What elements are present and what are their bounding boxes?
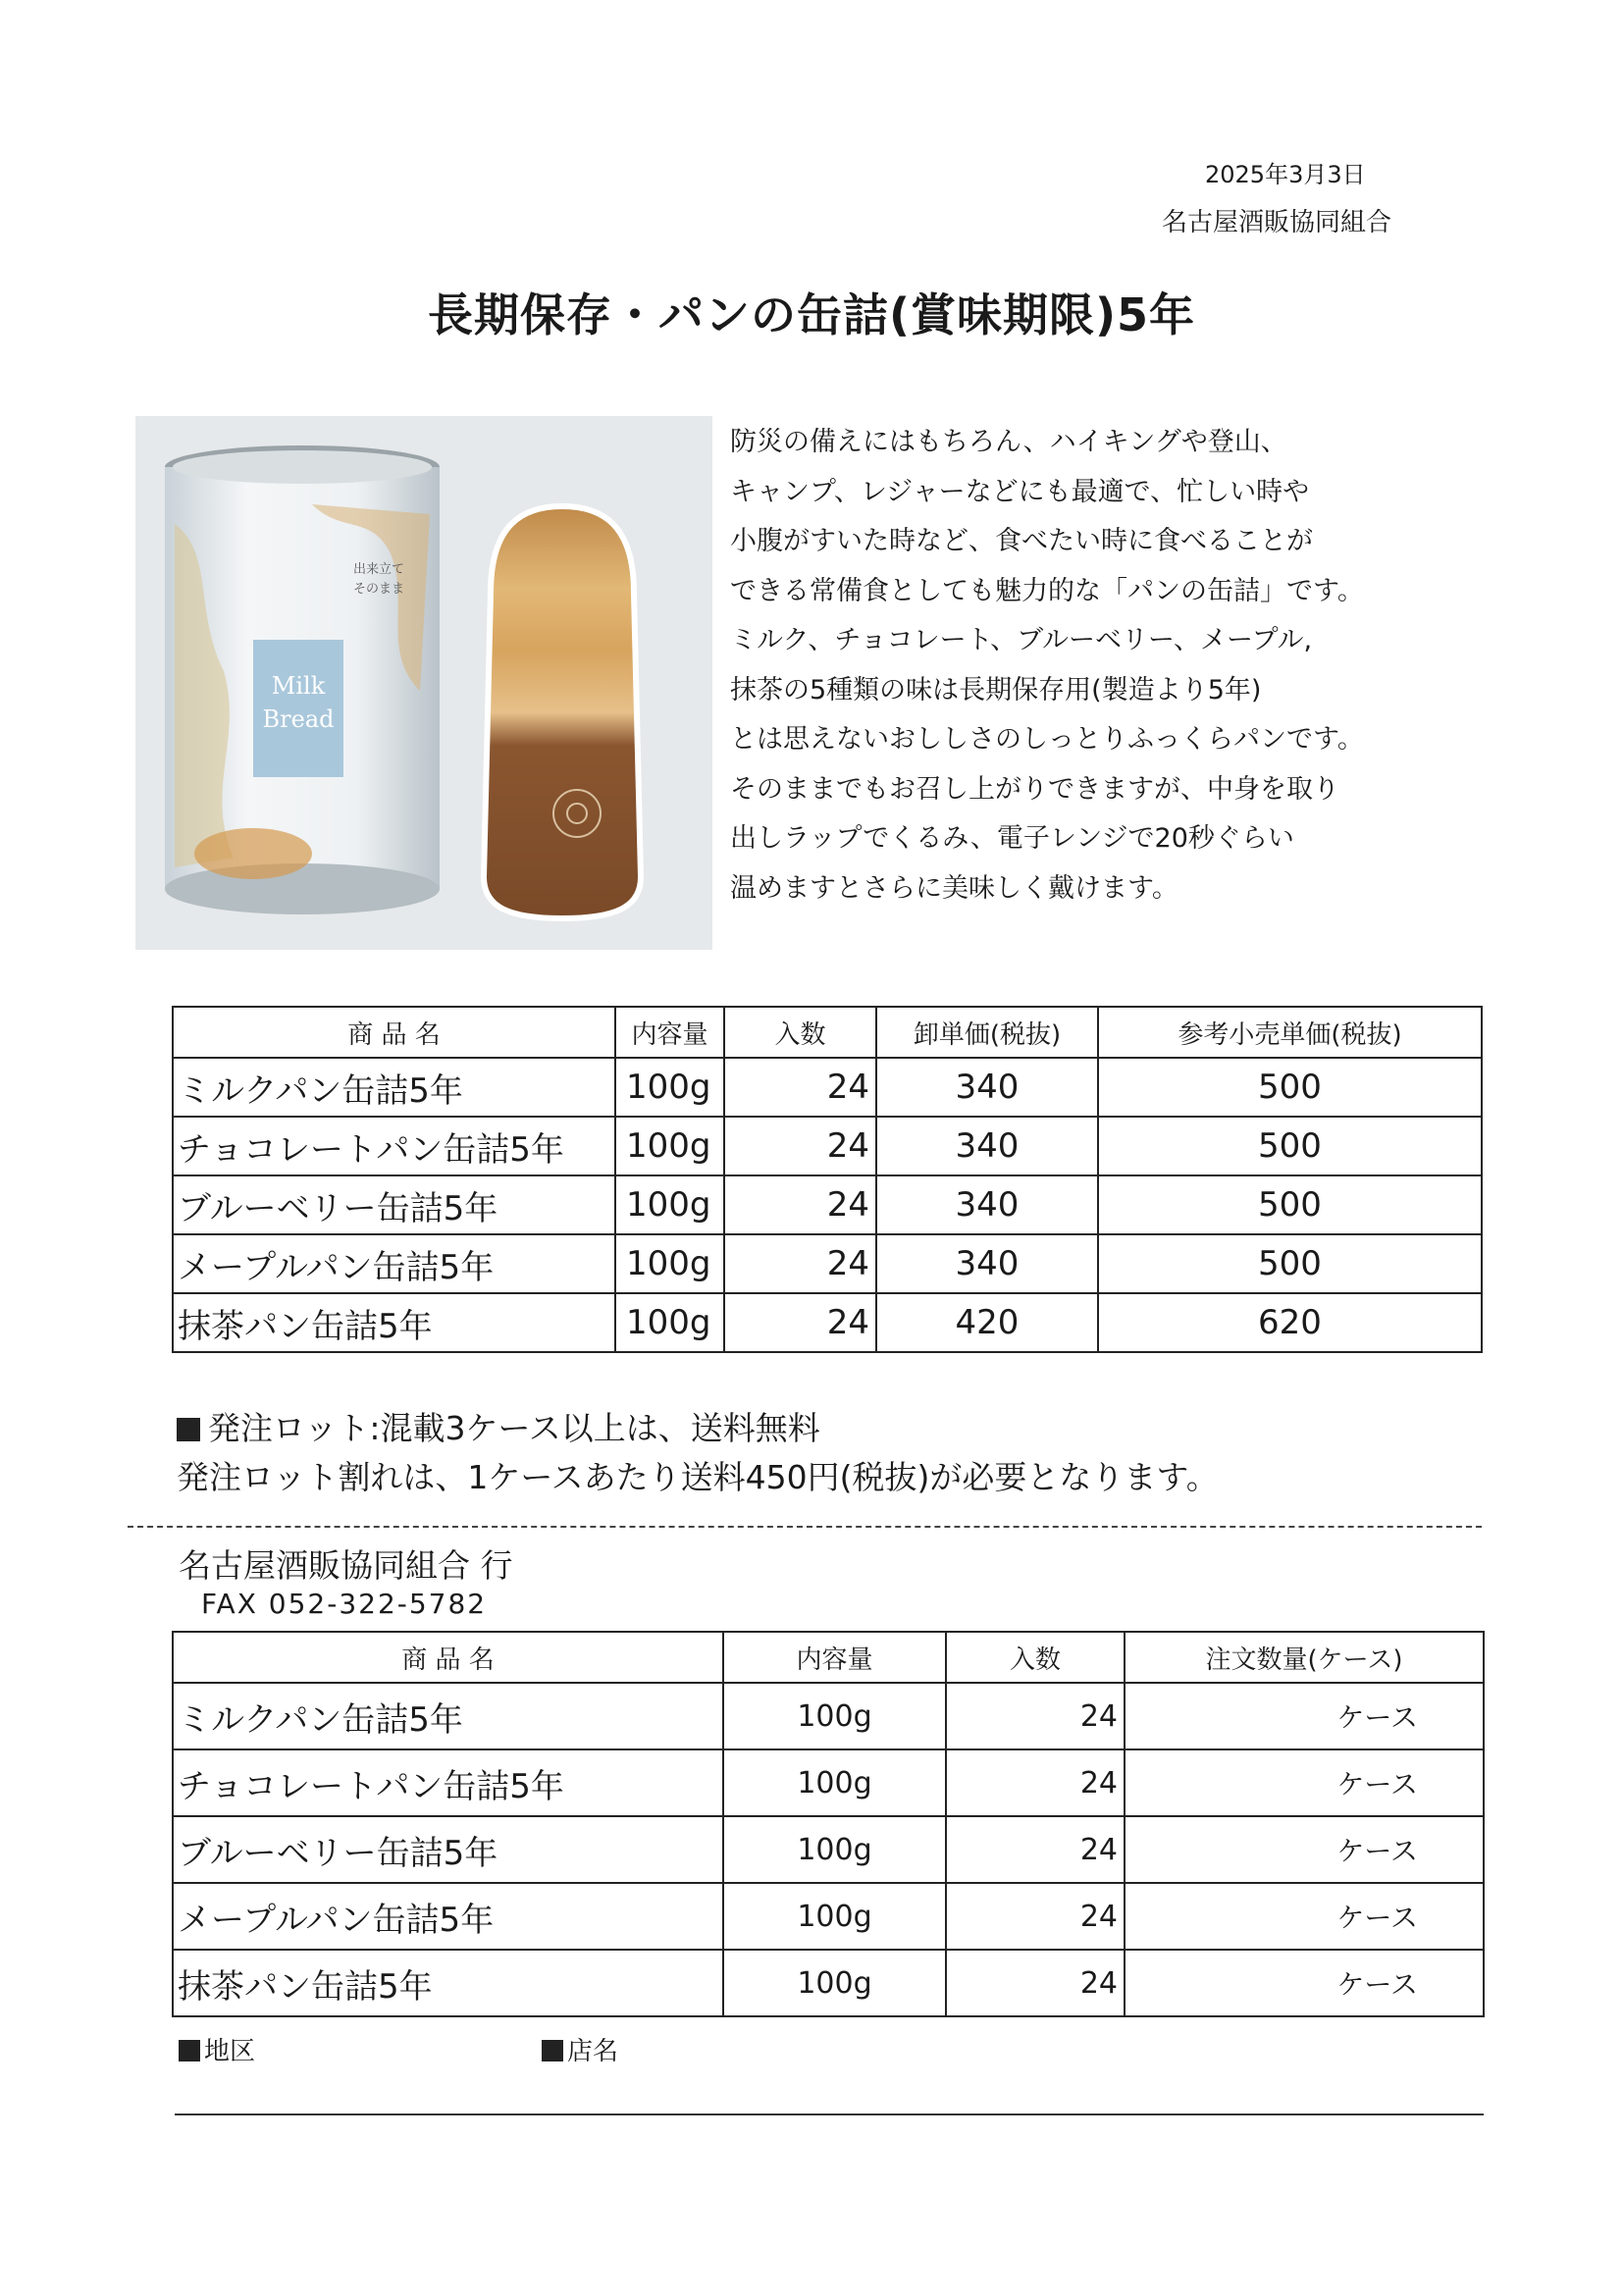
product-name: チョコレートパン缶詰5年	[173, 1117, 615, 1175]
wholesale-price: 340	[876, 1117, 1098, 1175]
capacity: 100g	[615, 1117, 724, 1175]
column-header-retail-price: 参考小売単価(税抜)	[1098, 1007, 1482, 1058]
capacity: 100g	[723, 1950, 946, 2016]
can-label-bread: Bread	[262, 705, 335, 733]
column-header-capacity: 内容量	[723, 1632, 946, 1683]
order-quantity-field[interactable]: ケース	[1125, 1749, 1484, 1816]
description-line: 抹茶の5種類の味は長期保存用(製造より5年)	[730, 674, 1262, 705]
square-bullet-icon	[542, 2040, 563, 2061]
column-header-capacity: 内容量	[615, 1007, 724, 1058]
column-header-order-quantity: 注文数量(ケース)	[1125, 1632, 1484, 1683]
capacity: 100g	[615, 1058, 724, 1117]
shop-field-label	[542, 2031, 618, 2067]
column-header-pack-count: 入数	[946, 1632, 1125, 1683]
order-quantity-field[interactable]: ケース	[1125, 1883, 1484, 1950]
retail-price: 500	[1098, 1175, 1482, 1234]
order-quantity-field[interactable]: ケース	[1125, 1950, 1484, 2016]
table-row	[173, 1175, 1482, 1234]
product-name: ブルーベリー缶詰5年	[173, 1816, 723, 1883]
table-row	[173, 1683, 1484, 1749]
area-label-text: 地区	[204, 2037, 256, 2066]
wholesale-price: 340	[876, 1175, 1098, 1234]
table-row	[173, 1117, 1482, 1175]
product-name: ミルクパン缶詰5年	[173, 1683, 723, 1749]
square-bullet-icon	[177, 1418, 200, 1441]
pack-count: 24	[724, 1175, 876, 1234]
price-table-header	[173, 1007, 1482, 1058]
page-title: 長期保存・パンの缶詰(賞味期限)5年	[427, 288, 1196, 341]
description-line: ミルク、チョコレート、ブルーベリー、メープル,	[730, 625, 1313, 655]
document-date: 2025年3月3日	[1205, 161, 1366, 188]
shipping-fee-note: 発注ロット割れは、1ケースあたり送料450円(税抜)が必要となります。	[177, 1458, 1219, 1496]
table-row	[173, 1058, 1482, 1117]
capacity: 100g	[723, 1749, 946, 1816]
retail-price: 620	[1098, 1293, 1482, 1352]
pack-count: 24	[724, 1117, 876, 1175]
column-header-product: 商 品 名	[173, 1007, 615, 1058]
column-header-pack-count: 入数	[724, 1007, 876, 1058]
order-quantity-field[interactable]: ケース	[1125, 1683, 1484, 1749]
product-name: チョコレートパン缶詰5年	[173, 1749, 723, 1816]
table-row	[173, 1749, 1484, 1816]
retail-price: 500	[1098, 1117, 1482, 1175]
pack-count: 24	[724, 1234, 876, 1293]
product-name: 抹茶パン缶詰5年	[173, 1293, 615, 1352]
capacity: 100g	[723, 1883, 946, 1950]
capacity: 100g	[723, 1683, 946, 1749]
pack-count: 24	[946, 1950, 1125, 2016]
pack-count: 24	[724, 1293, 876, 1352]
square-bullet-icon	[179, 2040, 200, 2061]
area-field-label	[179, 2031, 255, 2067]
cut-line-divider	[128, 1526, 1482, 1528]
wholesale-price: 420	[876, 1293, 1098, 1352]
can-small-text-2: そのまま	[353, 582, 405, 597]
bread-can-illustration	[135, 416, 712, 950]
table-row	[173, 1234, 1482, 1293]
pack-count: 24	[724, 1058, 876, 1117]
fax-recipient: 名古屋酒販協同組合 行	[179, 1546, 513, 1585]
issuer-organization: 名古屋酒販協同組合	[1162, 208, 1392, 237]
order-table-header	[173, 1632, 1484, 1683]
product-name: 抹茶パン缶詰5年	[173, 1950, 723, 2016]
product-name: ブルーベリー缶詰5年	[173, 1175, 615, 1234]
column-header-wholesale-price: 卸単価(税抜)	[876, 1007, 1098, 1058]
product-description	[730, 418, 1574, 913]
table-row	[173, 1950, 1484, 2016]
order-quantity-field[interactable]: ケース	[1125, 1816, 1484, 1883]
description-line: できる常備食としても魅力的な「パンの缶詰」です。	[730, 575, 1364, 606]
product-name: メープルパン缶詰5年	[173, 1234, 615, 1293]
product-photo	[135, 416, 712, 950]
retail-price: 500	[1098, 1234, 1482, 1293]
description-line: そのままでもお召し上がりできますが、中身を取り	[730, 773, 1339, 805]
description-line: キャンプ、レジャーなどにも最適で、忙しい時や	[730, 476, 1310, 507]
order-lot-note	[177, 1403, 820, 1449]
fax-number: FAX 052-322-5782	[201, 1588, 488, 1620]
retail-price: 500	[1098, 1058, 1482, 1117]
order-form-table	[172, 1631, 1485, 2017]
product-name: ミルクパン缶詰5年	[173, 1058, 615, 1117]
pack-count: 24	[946, 1816, 1125, 1883]
description-line: とは思えないおししさのしっとりふっくらパンです。	[730, 724, 1364, 755]
description-line: 小腹がすいた時など、食べたい時に食べることが	[730, 526, 1313, 556]
pack-count: 24	[946, 1683, 1125, 1749]
signature-line[interactable]	[175, 2113, 1484, 2115]
description-line: 出しラップでくるみ、電子レンジで20秒ぐらい	[730, 823, 1294, 854]
product-name: メープルパン缶詰5年	[173, 1883, 723, 1950]
price-table	[172, 1006, 1483, 1353]
capacity: 100g	[723, 1816, 946, 1883]
table-row	[173, 1293, 1482, 1352]
description-line: 温めますとさらに美味しく戴けます。	[730, 872, 1178, 904]
capacity: 100g	[615, 1234, 724, 1293]
pack-count: 24	[946, 1749, 1125, 1816]
column-header-product: 商 品 名	[173, 1632, 723, 1683]
capacity: 100g	[615, 1293, 724, 1352]
description-line: 防災の備えにはもちろん、ハイキングや登山、	[730, 427, 1287, 457]
shop-label-text: 店名	[567, 2037, 619, 2066]
table-row	[173, 1883, 1484, 1950]
order-lot-text: 発注ロット:混載3ケース以上は、送料無料	[208, 1409, 820, 1447]
wholesale-price: 340	[876, 1058, 1098, 1117]
pack-count: 24	[946, 1883, 1125, 1950]
wholesale-price: 340	[876, 1234, 1098, 1293]
table-row	[173, 1816, 1484, 1883]
can-label-milk: Milk	[271, 672, 326, 700]
can-small-text-1: 出来立て	[353, 562, 405, 577]
capacity: 100g	[615, 1175, 724, 1234]
